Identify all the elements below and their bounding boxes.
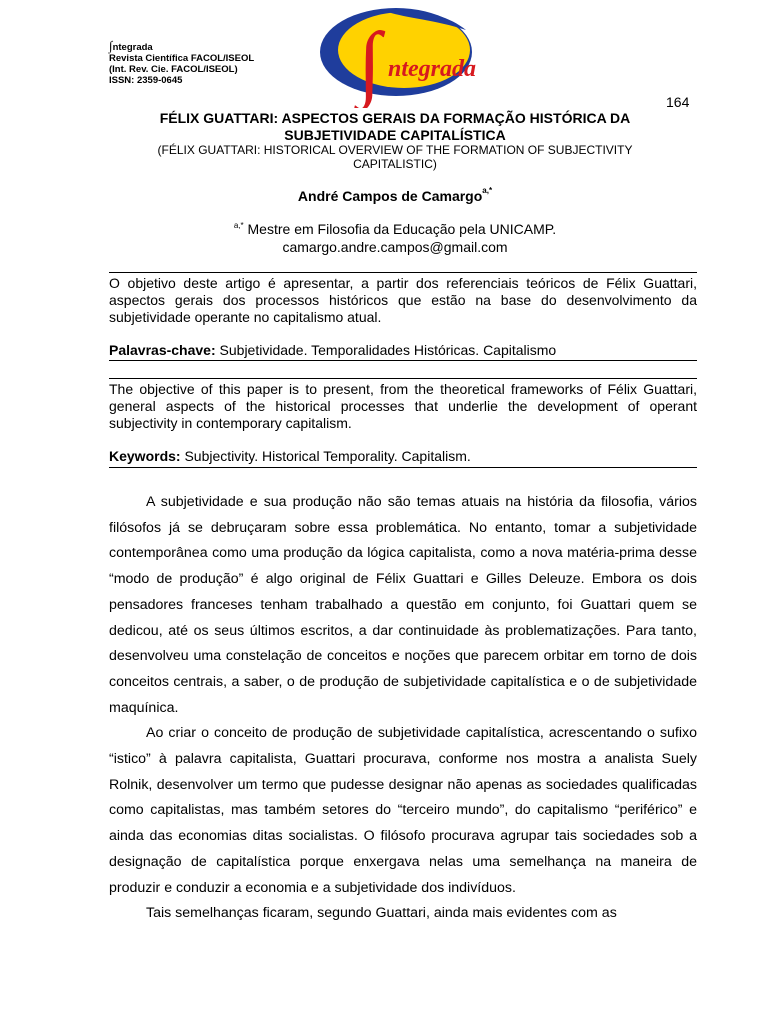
journal-line-2: (Int. Rev. Cie. FACOL/ISEOL) (109, 64, 238, 75)
page-number: 164 (666, 94, 690, 110)
abstract-en: The objective of this paper is to present, from the theoretical frameworks of Félix Guattari, general aspects of the historical processes that underlie the development of operant subjectivity in contemporary capitalism. (109, 381, 697, 431)
body-paragraph-2: Ao criar o conceito de produção de subjetividade capitalística, acrescentando o sufixo “istico” à palavra capitalista, Guattari procurava, conforme nos mostra a analista Suely Rolnik, desenvolver um termo que pudesse designar não apenas as sociedades qualificadas como capitalistas, mas também setores do “terceiro mundo”, do capitalismo “periférico” e ainda das economias ditas socialistas. O filósofo procurava agrupar tais sociedades sob a designação de capitalística porque enxergava nelas uma semelhança na maneira de produzir e conduzir a economia e a subjetividade dos indivíduos. (109, 725, 697, 896)
article-title (100, 110, 690, 144)
journal-logo (316, 4, 491, 108)
keywords-pt-label: Palavras-chave: (109, 342, 216, 358)
journal-line-1: Revista Científica FACOL/ISEOL (109, 53, 255, 64)
title-line-1: FÉLIX GUATTARI: ASPECTOS GERAIS DA FORMAÇÃO HISTÓRICA DA (159, 110, 631, 126)
logo-text: ntegrada (388, 56, 477, 82)
journal-mark: ∫ (109, 38, 113, 53)
affiliation (100, 220, 690, 256)
divider (109, 360, 697, 361)
journal-name: ∫ntegrada (109, 38, 153, 53)
keywords-en-label: Keywords: (109, 448, 181, 464)
affiliation-sup: a,* (233, 221, 244, 230)
journal-line-3: ISSN: 2359-0645 (109, 75, 183, 86)
divider (109, 272, 697, 273)
keywords-pt (109, 342, 697, 359)
keywords-pt-value: Subjetividade. Temporalidades Históricas. Capitalismo (215, 342, 557, 358)
logo-symbol: ∫ (358, 16, 382, 108)
body-paragraph-1: A subjetividade e sua produção não são temas atuais na história da filosofia, vários filósofos já se debruçaram sobre essa problemática. No entanto, tomar a subjetividade contemporânea como uma produção da lógica capitalista, como a nova matéria-prima desse “modo de produção” é algo original de Félix Guattari e Gilles Deleuze. Embora os dois pensadores franceses tenham trabalhado a questão em conjunto, foi Guattari quem se dedicou, até os seus últimos escritos, a dar continuidade às problematizações. Para tanto, desenvolveu uma constelação de conceitos e noções que parecem orbitar em torno de dois conceitos centrais, a saber, o de produção de subjetividade capitalística e o de subjetividade maquínica. (109, 494, 697, 716)
article-body (109, 490, 697, 927)
keywords-en-value: Subjectivity. Historical Temporality. Capitalism. (180, 448, 471, 464)
keywords-en (109, 448, 697, 465)
divider (109, 378, 697, 379)
title-line-2: SUBJETIVIDADE CAPITALÍSTICA (284, 127, 506, 143)
body-paragraph-3: Tais semelhanças ficaram, segundo Guattari, ainda mais evidentes com as (146, 905, 617, 922)
abstract-pt: O objetivo deste artigo é apresentar, a partir dos referenciais teóricos de Félix Guattari, aspectos gerais dos processos históricos que estão na base do desenvolvimento da subjetividade operante no capitalismo atual. (109, 275, 697, 325)
journal-header (109, 40, 254, 86)
affiliation-text: Mestre em Filosofia da Educação pela UNICAMP. (243, 221, 557, 237)
author-email: camargo.andre.campos@gmail.com (282, 239, 508, 255)
title-en-line-1: (FÉLIX GUATTARI: HISTORICAL OVERVIEW OF THE FORMATION OF SUBJECTIVITY (157, 143, 633, 157)
title-en-line-2: CAPITALISTIC) (353, 157, 437, 171)
article-title-english (100, 143, 690, 171)
author (100, 188, 690, 204)
author-sup: a,* (482, 186, 493, 195)
divider (109, 467, 697, 468)
author-name: André Campos de Camargo (297, 188, 483, 204)
